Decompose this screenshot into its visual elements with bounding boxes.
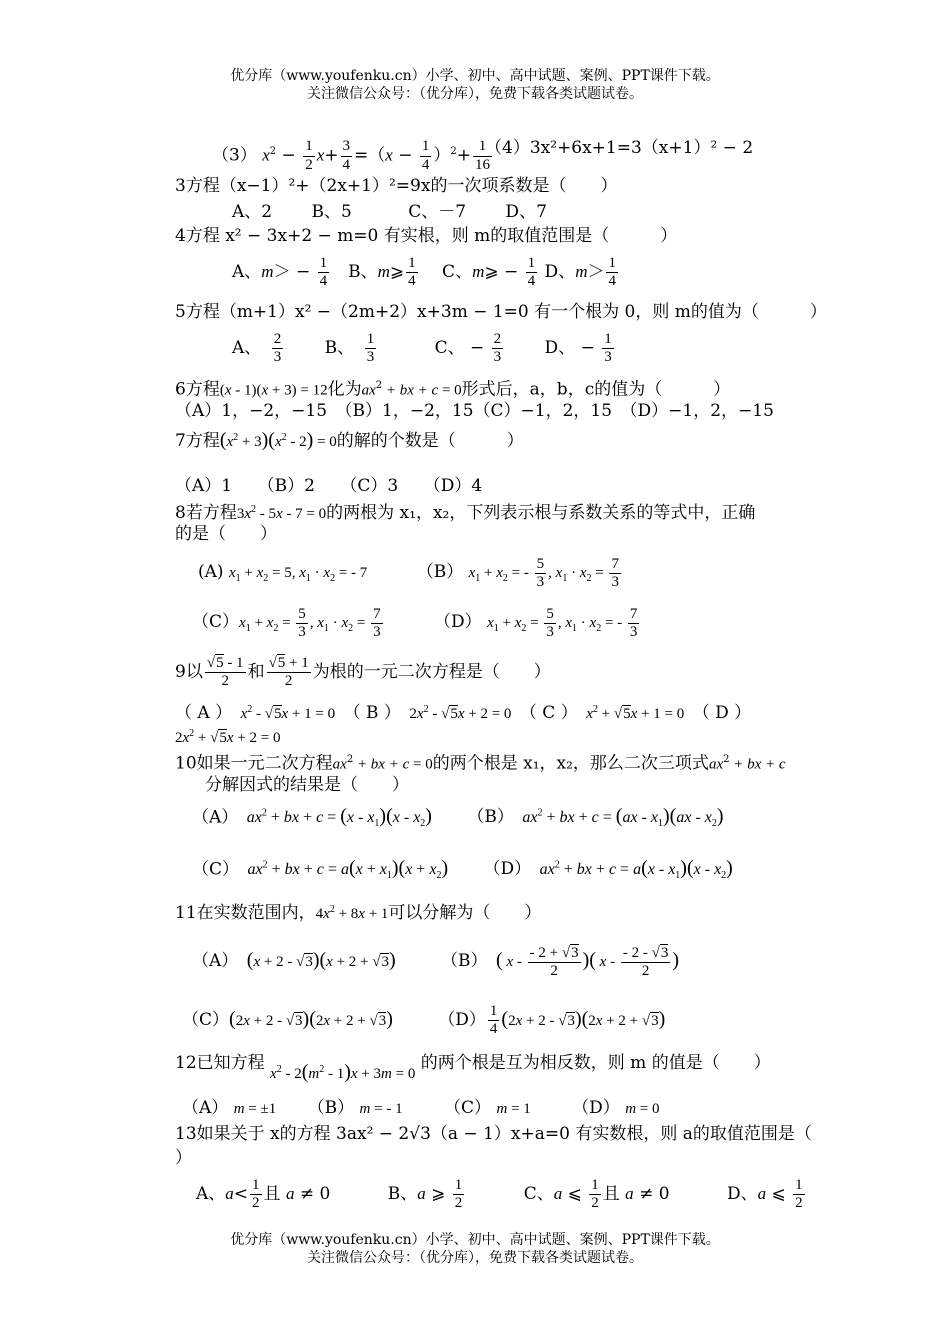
footer-line-2: 关注微信公众号：（优分库），免费下载各类试题试卷。: [307, 1250, 643, 1266]
q5-stem: 5方程（m+1）x² −（2m+2）x+3m − 1=0 有一个根为 0，则 m的值为（ ）: [175, 302, 827, 322]
q3-options: A、2 B、5 C、－7 D、7: [232, 202, 547, 222]
q13-stem: 13如果关于 x的方程 3ax² − 2√3（a − 1）x+a=0 有实数根，则 a的取值范围是（: [175, 1124, 812, 1144]
q6-stem: 6方程(x - 1)(x + 3) = 12化为$ax^2$ + bx + c = 0形式后，a，b，c的值为（ ）: [175, 379, 731, 400]
q2-option-3: （3） $x^2$ − $\frac{1}{2}$ x+ $\frac{3}{4}$ =（x − $\frac{1}{4}$ ）$^2$+ $\frac{1}{16}$: [212, 138, 490, 173]
q8-options-ab: (A) $x_1 + x_2 = 5$, $x_1 \cdot x_2$ = - 7 （B） $x_1 + x_2$ = - $\frac{5}{3}$ , $x_1 \cdot x_2$ = $\frac{7}{3}$: [198, 555, 619, 591]
q10-options-cd: （C） $ax^2$ + bx + $c = a(x + x_1)(x + x_2)$ （D） $ax^2$ + bx + $c = a(x - x_1)(x - x_2)$: [192, 857, 733, 882]
q7-stem: 7方程$(x^2 + 3)(x^2 - 2) = 0$的解的个数是（ ）: [175, 429, 524, 451]
q11-options-ab: （A） (x + 2 - √3)(x + 2 + √3) （B） ( x - $\frac{- 2 + √3}{2}$ )( x - $\frac{- 2 - √3}{2}$ ): [192, 944, 679, 980]
q5-options: A、 $\frac{2}{3}$ B、 $\frac{1}{3}$ C、 − $\frac{2}{3}$ D、 − $\frac{1}{3}$: [232, 330, 612, 365]
q4-stem: 4方程 x² − 3x+2 − m=0 有实根，则 m的取值范围是（ ）: [175, 226, 678, 246]
footer-line-1: 优分库（www.youfenku.cn）小学、初中、高中试题、案例、PPT课件下载。: [230, 1232, 720, 1248]
q13-options: A、a< $\frac{1}{2}$ 且 a ≠ 0 B、a ⩾ $\frac{1}{2}$ C、a ⩽ $\frac{1}{2}$ 且 a ≠ 0 D、a ⩽ $\frac{1}{2}$: [196, 1176, 803, 1211]
q6-options: （A）1，−2，−15 （B）1，−2，15（C）−1，2，15 （D）−1，2，−15: [175, 401, 774, 421]
q8-stem-2: 的是（ ）: [175, 524, 277, 544]
q12-options: （A） m = ±1 （B） m = - 1 （C） m = 1 （D） m = 0: [182, 1098, 660, 1118]
q7-options: （A）1 （B）2 （C）3 （D）4: [175, 476, 483, 496]
q10-options-ab: （A） $ax^2$ + bx + $c = (x - x_1)(x - x_2)$ （B） $ax^2$ + bx + $c = (ax - x_1)(ax - x_2)$: [192, 805, 724, 830]
q10-stem: 10如果一元二次方程$ax^2$ + bx + c = 0的两个根是 x₁，x₂，那么二次三项式$ax^2$ + bx + c: [175, 753, 786, 774]
q9-option-d: $2x^2 + √5x + 2 = 0$: [175, 728, 281, 746]
header-line-2: 关注微信公众号：（优分库），免费下载各类试题试卷。: [307, 86, 643, 102]
q2-option-4: （4）3x²+6x+1=3（x+1）² − 2: [485, 138, 754, 158]
q8-options-cd: $(C)x_1 + x_2$ = $\frac{5}{3}$ , $x_1 \cdot x_2$ = $\frac{7}{3}$ （D） $x_1 + x_2$ = $\frac{5}{3}$ , $x_1 \cdot x_2$ = - $\frac{7}{3}$: [192, 605, 638, 641]
q10-stem-2: 分解因式的结果是（ ）: [205, 775, 409, 795]
q13-stem-end: ）: [175, 1148, 192, 1168]
q9-options: （ A ） $x^2 - √5x + 1 = 0$ （ B ） $2x^2 - √5x + 2 = 0$ （ C ） $x^2 + √5x + 1 = 0$ （ D ）: [175, 703, 752, 723]
q9-stem: 9以 $\frac{√5 - 1}{2}$ 和 $\frac{√5 + 1}{2}$ 为根的一元二次方程是（ ）: [175, 654, 551, 689]
q12-stem: 12已知方程 $x^2 - 2(m^2 - 1)x + 3m = 0$ 的两个根是互为相反数，则 m 的值是（ ）: [175, 1053, 771, 1083]
q4-options: A、m＞ − $\frac{1}{4}$ B、m⩾ $\frac{1}{4}$ C、m⩾ − $\frac{1}{4}$ D、m＞ $\frac{1}{4}$: [232, 254, 616, 289]
header-line-1: 优分库（www.youfenku.cn）小学、初中、高中试题、案例、PPT课件下载。: [230, 68, 720, 84]
q8-stem: 8若方程$3x^2 - 5x - 7 = 0$的两根为 x₁，x₂，下列表示根与系数关系的等式中，正确: [175, 503, 756, 523]
q11-stem: 11在实数范围内，$4x^2 + 8x + 1$可以分解为（ ）: [175, 903, 542, 923]
q11-options-cd: （C）(2x + 2 - √3)(2x + 2 + √3) （D） $\frac{1}{4}$ (2x + 2 - √3)(2x + 2 + √3): [182, 1002, 666, 1037]
q3-stem: 3方程（x−1）²+（2x+1）²=9x的一次项系数是（ ）: [175, 176, 618, 196]
